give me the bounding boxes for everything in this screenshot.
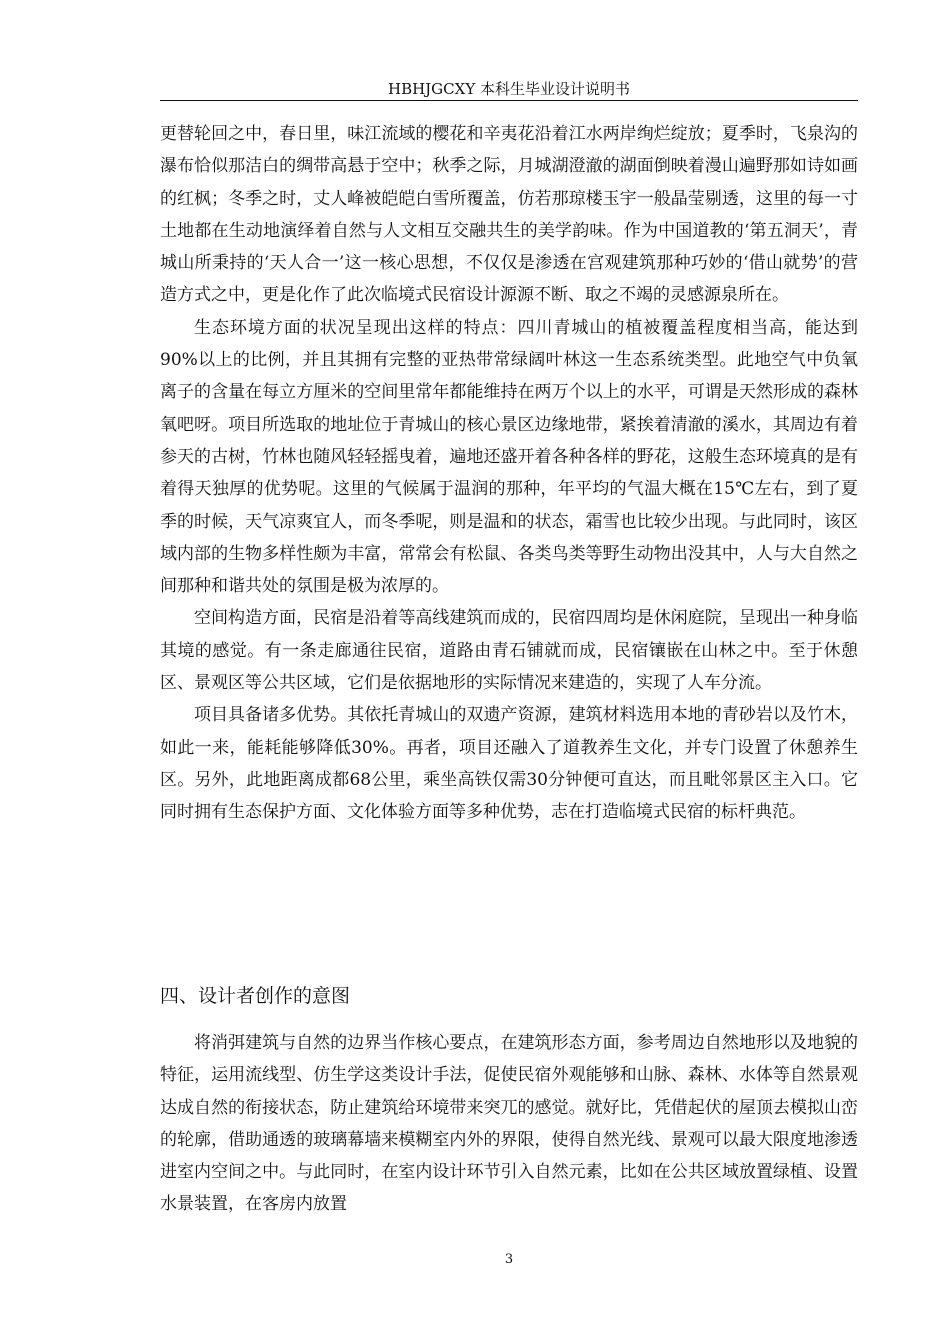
- paragraph-seasons: 更替轮回之中，春日里，味江流域的樱花和辛夷花沿着江水两岸绚烂绽放；夏季时，飞泉沟的瀑布恰似那洁白的绸带高悬于空中；秋季之际，月城湖澄澈的湖面倒映着漫山遍野那如诗如画的红枫；冬季之时，丈人峰被皑皑白雪所覆盖，仿若那琼楼玉宇一般晶莹剔透，这里的每一寸土地都在生动地演绎着自然与人文相互交融共生的美学韵味。作为中国道教的‘第五洞天’，青城山所秉持的‘天人合一’这一核心思想，不仅仅是渗透在宫观建筑那种巧妙的‘借山就势’的营造方式之中，更是化作了此次临境式民宿设计源源不断、取之不竭的灵感源泉所在。: [160, 124, 858, 306]
- page-number: 3: [504, 1252, 514, 1267]
- page-header: HBHJGCXY 本科生毕业设计说明书: [387, 80, 630, 98]
- paragraph-design-intent: 将消弭建筑与自然的边界当作核心要点，在建筑形态方面，参考周边自然地形以及地貌的特征，运用流线型、仿生学这类设计手法，促使民宿外观能够和山脉、森林、水体等自然景观达成自然的衔接状态，防止建筑给环境带来突兀的感觉。就好比，凭借起伏的屋顶去模拟山峦的轮廓，借助通透的玻璃幕墙来模糊室内外的界限，使得自然光线、景观可以最大限度地渗透进室内空间之中。与此同时，在室内设计环节引入自然元素，比如在公共区域放置绿植、设置水景装置，在客房内放置: [160, 1033, 858, 1215]
- section-heading: 四、设计者创作的意图: [160, 985, 351, 1007]
- paragraph-ecology: 生态环境方面的状况呈现出这样的特点：四川青城山的植被覆盖程度相当高，能达到90%以上的比例，并且其拥有完整的亚热带常绿阔叶林这一生态系统类型。此地空气中负氧离子的含量在每立方厘米的空间里常年都能维持在两万个以上的水平，可谓是天然形成的森林氧吧呀。项目所选取的地址位于青城山的核心景区边缘地带，紧挨着清澈的溪水，其周边有着参天的古树，竹林也随风轻轻摇曳着，遍地还盛开着各种各样的野花，这般生态环境真的是有着得天独厚的优势呢。这里的气候属于温润的那种，年平均的气温大概在15℃左右，到了夏季的时候，天气凉爽宜人，而冬季呢，则是温和的状态，霜雪也比较少出现。与此同时，该区域内部的生物多样性颇为丰富，常常会有松鼠、各类鸟类等野生动物出没其中，人与大自然之间那种和谐共处的氛围是极为浓厚的。: [160, 317, 858, 597]
- header-divider: [160, 100, 858, 101]
- paragraph-advantages: 项目具备诸多优势。其依托青城山的双遗产资源，建筑材料选用本地的青砂岩以及竹木，如此一来，能耗能够降低30%。再者，项目还融入了道教养生文化，并专门设置了休憩养生区。另外，此地距离成都68公里，乘坐高铁仅需30分钟便可直达，而且毗邻景区主入口。它同时拥有生态保护方面、文化体验方面等多种优势，志在打造临境式民宿的标杆典范。: [160, 705, 858, 823]
- body-text: [160, 118, 858, 829]
- paragraph-spatial-structure: 空间构造方面，民宿是沿着等高线建筑而成的，民宿四周均是休闲庭院，呈现出一种身临其境的感觉。有一条走廊通往民宿，道路由青石铺就而成，民宿镶嵌在山林之中。至于休憩区、景观区等公共区域，它们是依据地形的实际情况来建造的，实现了人车分流。: [160, 608, 858, 694]
- section-body: [160, 1027, 858, 1221]
